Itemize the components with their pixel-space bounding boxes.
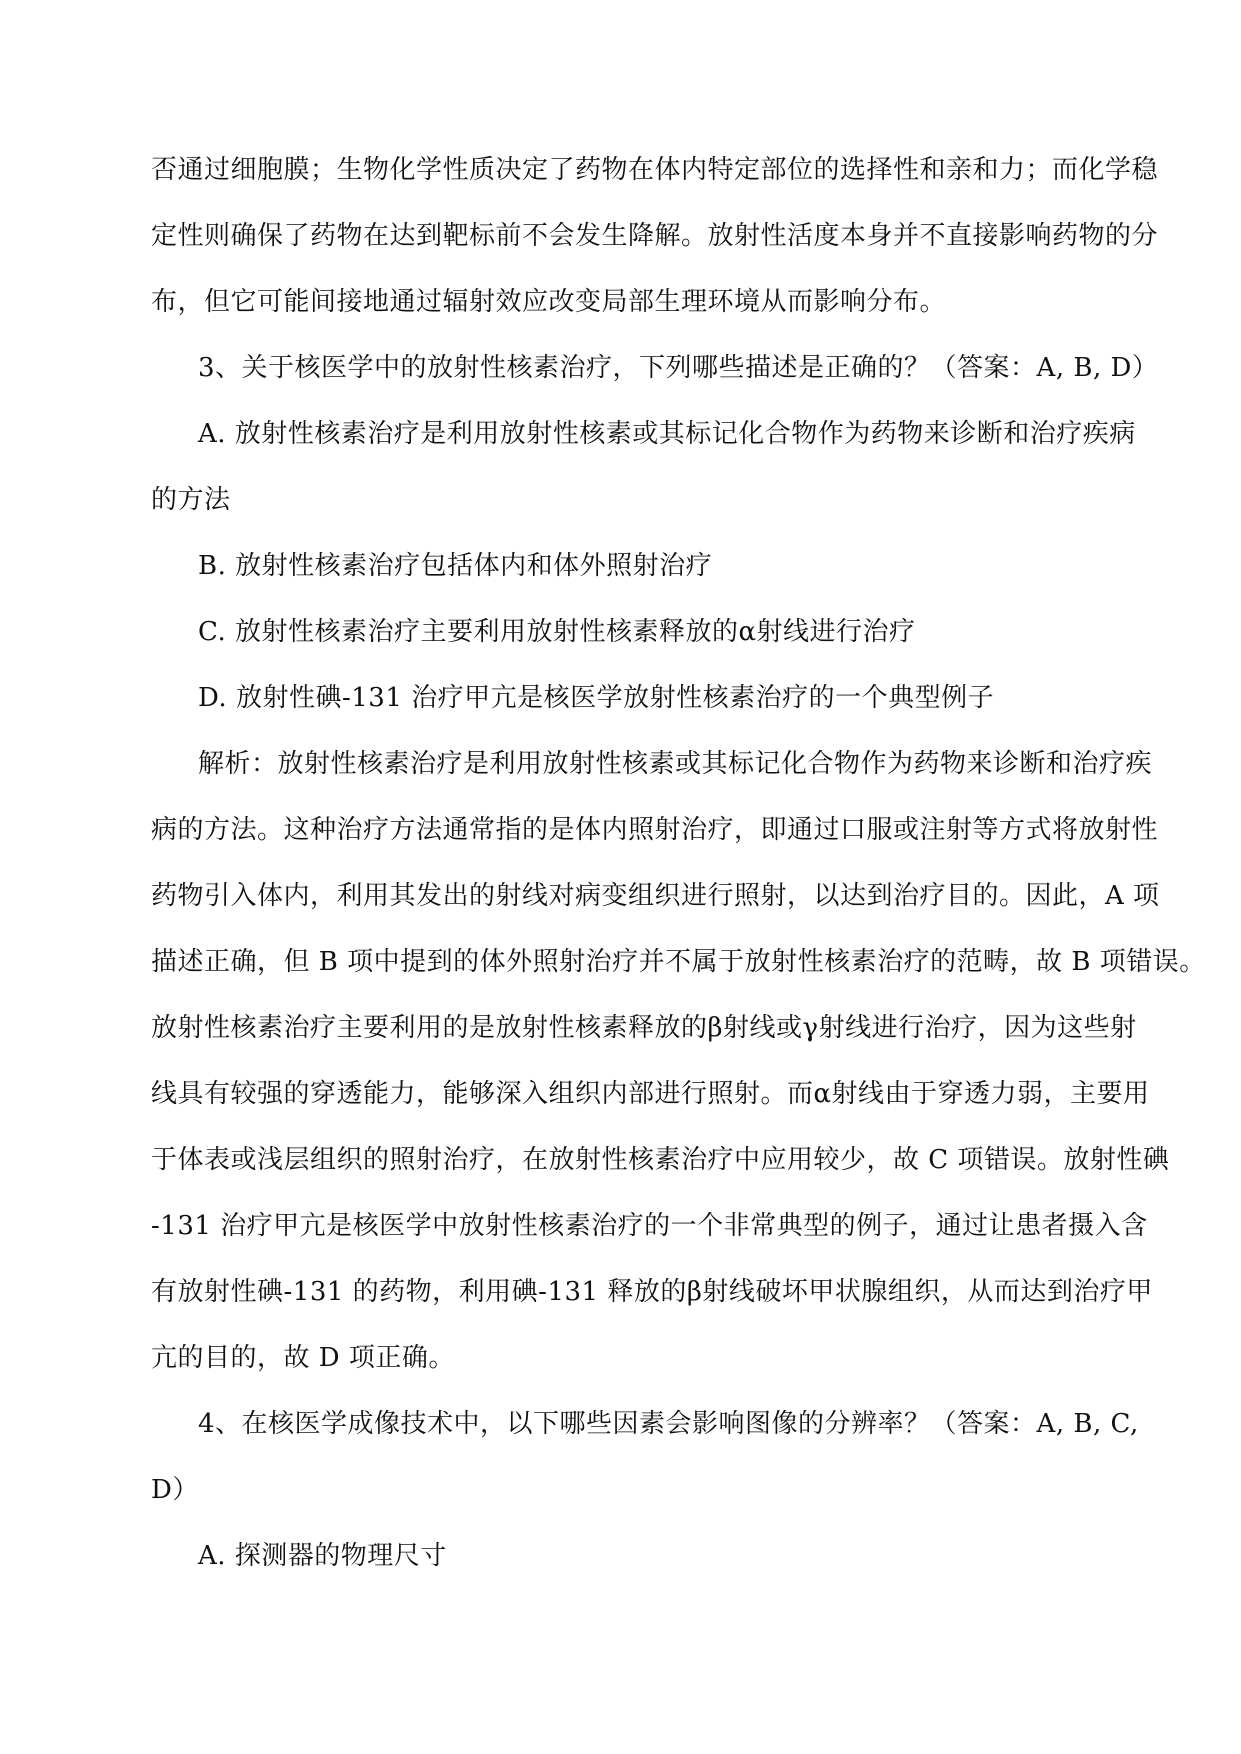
text-line: 定性则确保了药物在达到靶标前不会发生降解。放射性活度本身并不直接影响药物的分 [151,221,1159,251]
question-3-title: 3、关于核医学中的放射性核素治疗，下列哪些描述是正确的？（答案：A, B, D） [198,353,1159,383]
question-3-option-b: B. 放射性核素治疗包括体内和体外照射治疗 [198,551,713,581]
text-line: 有放射性碘-131 的药物，利用碘-131 释放的β射线破坏甲状腺组织，从而达到治疗甲 [151,1277,1153,1307]
question-3-option-a: A. 放射性核素治疗是利用放射性核素或其标记化合物作为药物来诊断和治疗疾病 [198,419,1136,449]
question-3-analysis: 解析：放射性核素治疗是利用放射性核素或其标记化合物作为药物来诊断和治疗疾 [198,749,1153,779]
question-4-title: 4、在核医学成像技术中，以下哪些因素会影响图像的分辨率？（答案：A, B, C, [198,1409,1139,1439]
text-line: 线具有较强的穿透能力，能够深入组织内部进行照射。而α射线由于穿透力弱，主要用 [151,1079,1150,1109]
question-3-option-c: C. 放射性核素治疗主要利用放射性核素释放的α射线进行治疗 [198,617,916,647]
text-line: 否通过细胞膜；生物化学性质决定了药物在体内特定部位的选择性和亲和力；而化学稳 [151,155,1159,185]
question-4-option-a: A. 探测器的物理尺寸 [198,1541,447,1571]
text-line: 布，但它可能间接地通过辐射效应改变局部生理环境从而影响分布。 [151,287,947,317]
text-line: 病的方法。这种治疗方法通常指的是体内照射治疗，即通过口服或注射等方式将放射性 [151,815,1159,845]
question-3-option-a-continued: 的方法 [151,485,231,515]
question-3-option-d: D. 放射性碘-131 治疗甲亢是核医学放射性核素治疗的一个典型例子 [198,683,995,713]
text-line: 放射性核素治疗主要利用的是放射性核素释放的β射线或γ射线进行治疗，因为这些射 [151,1013,1137,1043]
text-line: 描述正确，但 B 项中提到的体外照射治疗并不属于放射性核素治疗的范畴，故 B 项错误。 [151,947,1206,977]
question-4-title-continued: D） [151,1475,199,1505]
text-line: 于体表或浅层组织的照射治疗，在放射性核素治疗中应用较少，故 C 项错误。放射性碘 [151,1145,1170,1175]
text-line: 亢的目的，故 D 项正确。 [151,1343,455,1373]
text-line: -131 治疗甲亢是核医学中放射性核素治疗的一个非常典型的例子，通过让患者摄入含 [151,1211,1148,1241]
text-line: 药物引入体内，利用其发出的射线对病变组织进行照射，以达到治疗目的。因此，A 项 [151,881,1160,911]
